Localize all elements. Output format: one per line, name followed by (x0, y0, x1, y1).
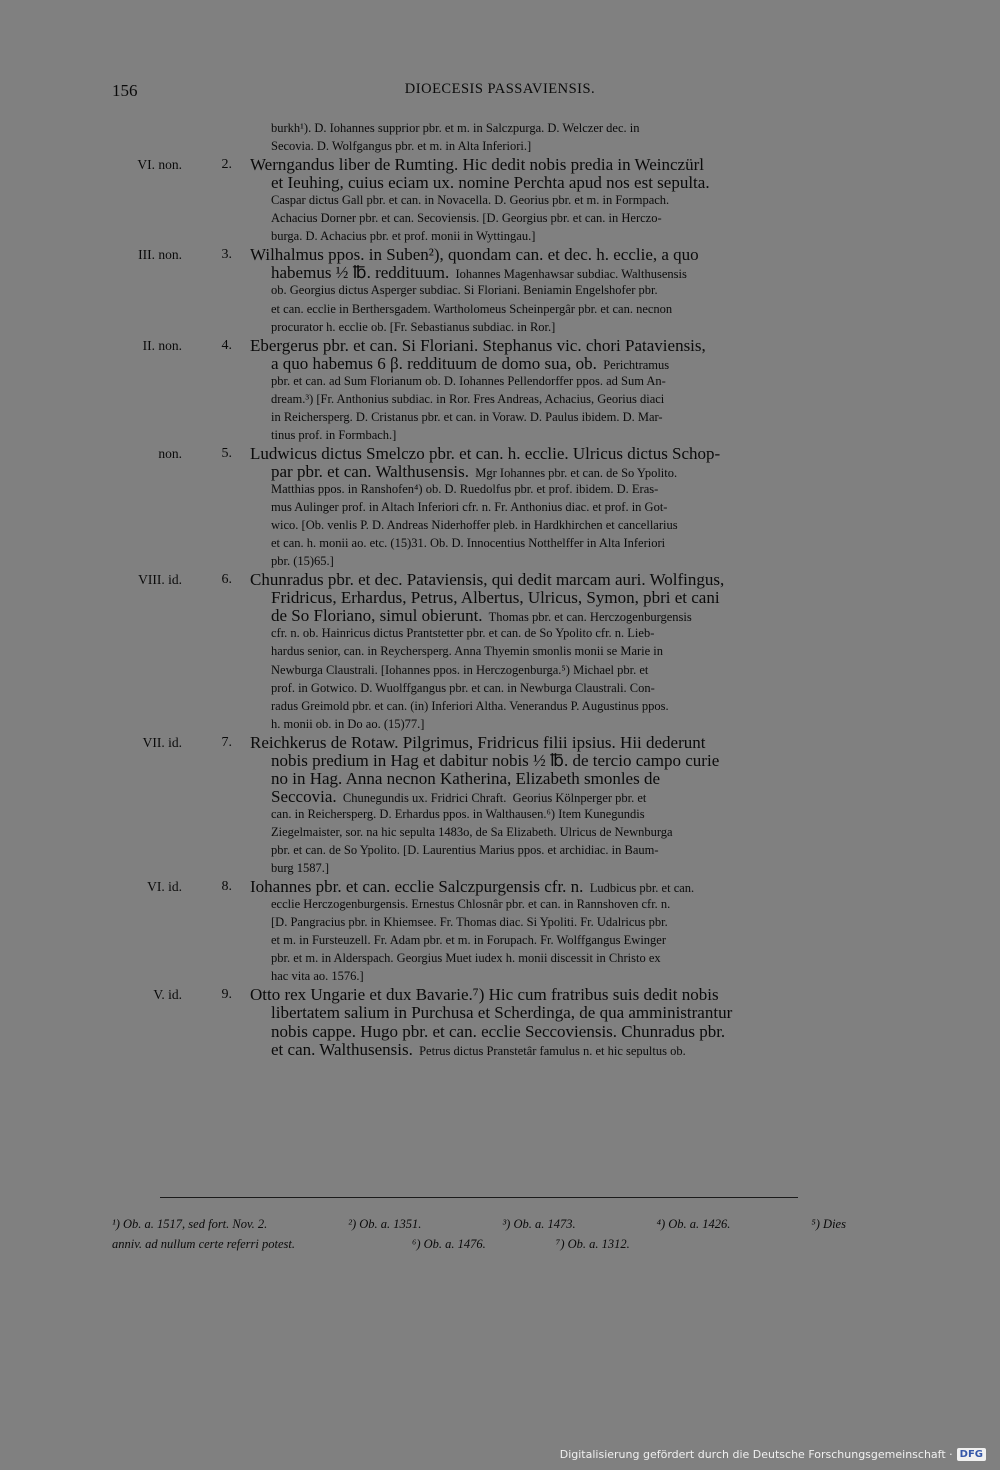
date-label: V. id. (153, 987, 182, 1002)
text-line (271, 642, 663, 660)
text-line (271, 227, 535, 245)
text-line (250, 570, 724, 590)
entry-number: 5. (221, 446, 232, 461)
line-text: et can. Walthusensis. (271, 1040, 413, 1059)
entry-number: 7. (221, 735, 232, 750)
text-line (271, 534, 665, 552)
line-text: nobis cappe. Hugo pbr. et can. ecclie Seccoviensis. Chunradus pbr. (271, 1022, 726, 1041)
line-text-small: Perichtramus (596, 358, 670, 372)
line-text: Seccovia. (271, 787, 337, 806)
text-line (271, 300, 672, 318)
line-text: Wilhalmus ppos. in Suben²), quondam can. et dec. h. ecclie, a quo (250, 245, 699, 264)
line-text: nobis predium in Hag et dabitur nobis ½ ℔. de tercio campo curie (271, 751, 720, 770)
footnote: ¹) Ob. a. 1517, sed fort. Nov. 2. (112, 1217, 268, 1231)
line-text: Chunradus pbr. et dec. Pataviensis, qui dedit marcam auri. Wolfingus, (250, 570, 725, 589)
text-line (271, 191, 669, 209)
line-text: burg 1587.] (271, 861, 330, 875)
text-line (271, 480, 658, 498)
line-text: no in Hag. Anna necnon Katherina, Elizabeth smonles de (271, 769, 660, 788)
text-line (250, 985, 719, 1005)
footnote: ²) Ob. a. 1351. (348, 1217, 422, 1231)
line-text: Iohannes pbr. et can. ecclie Salczpurgensis cfr. n. (250, 877, 584, 896)
text-line (271, 119, 640, 137)
text-line (250, 444, 720, 464)
line-text: Werngandus liber de Rumting. Hic dedit nobis predia in Weinczürl (250, 155, 704, 174)
text-line (250, 336, 706, 356)
line-text: Ludwicus dictus Smelczo pbr. et can. h. ecclie. Ulricus dictus Schop- (250, 444, 721, 463)
line-text-small: Thomas pbr. et can. Herczogenburgensis (482, 610, 692, 624)
text-line (271, 281, 658, 299)
text-line (250, 155, 704, 175)
text-line (271, 1040, 686, 1060)
date-label: III. non. (138, 247, 182, 262)
entry-number: 6. (221, 572, 232, 587)
line-text: Otto rex Ungarie et dux Bavarie.⁷) Hic cum fratribus suis dedit nobis (250, 985, 719, 1004)
line-text: hardus senior, can. in Reychersperg. Anna Thyemin smonlis monii se Marie in (271, 644, 664, 658)
line-text: ob. Georgius dictus Asperger subdiac. Si Floriani. Beniamin Engelshofer pbr. (271, 283, 658, 297)
text-line (271, 209, 662, 227)
text-line (271, 967, 364, 985)
line-text-small: Petrus dictus Pranstetâr famulus n. et hic sepultus ob. (412, 1044, 686, 1058)
line-text: pbr. et can. de So Ypolito. [D. Laurentius Marius ppos. et archidiac. in Baum- (271, 843, 659, 857)
line-text: habemus ½ ℔. reddituum. (271, 263, 450, 282)
text-line (271, 624, 654, 642)
line-text: et can. ecclie in Berthersgadem. Wartholomeus Scheinpergâr pbr. et can. necnon (271, 302, 673, 316)
text-line (271, 606, 692, 626)
line-text: Ziegelmaister, sor. na hic sepulta 1483o, de Sa Elizabeth. Ulricus de Newnburga (271, 825, 673, 839)
entry-number: 2. (221, 157, 232, 172)
text-line (271, 715, 424, 733)
line-text: Newburga Claustrali. [Iohannes ppos. in Herczogenburga.⁵) Michael pbr. et (271, 663, 649, 677)
date-label: II. non. (142, 338, 182, 353)
digitization-credit (560, 1444, 986, 1464)
text-line (271, 805, 645, 823)
line-text: in Reichersperg. D. Cristanus pbr. et can. in Voraw. D. Paulus ibidem. D. Mar- (271, 410, 663, 424)
line-text: Caspar dictus Gall pbr. et can. in Novacella. D. Georius pbr. et m. in Formpach. (271, 193, 670, 207)
text-line (271, 931, 666, 949)
line-text: pbr. (15)65.] (271, 554, 334, 568)
text-line (250, 245, 699, 265)
text-line (271, 859, 329, 877)
line-text: procurator h. ecclie ob. [Fr. Sebastianus subdiac. in Ror.] (271, 320, 556, 334)
line-text: a quo habemus 6 β. reddituum de domo sua, ob. (271, 354, 597, 373)
text-line (271, 841, 659, 859)
text-line (271, 390, 664, 408)
line-text: h. monii ob. in Do ao. (15)77.] (271, 717, 425, 731)
line-text: et can. h. monii ao. etc. (15)31. Ob. D. Innocentius Notthelffer in Alta Inferiori (271, 536, 666, 550)
text-line (250, 733, 706, 753)
footnote: ⁵) Dies (811, 1217, 846, 1231)
footnote: anniv. ad nullum certe referri potest. (112, 1237, 295, 1251)
text-line (271, 462, 677, 482)
line-text: can. in Reichersperg. D. Erhardus ppos. in Walthausen.⁶) Item Kunegundis (271, 807, 645, 821)
footnote-row (112, 1217, 846, 1232)
line-text: et Ieuhing, cuius eciam ux. nomine Perchta apud nos est sepulta. (271, 173, 710, 192)
footnote: ⁷) Ob. a. 1312. (556, 1237, 630, 1251)
line-text: wico. [Ob. venlis P. D. Andreas Niderhoffer pleb. in Hardkhirchen et cancellarius (271, 518, 678, 532)
text-line (271, 498, 667, 516)
text-line (271, 263, 687, 283)
text-line (271, 372, 666, 390)
line-text: burga. D. Achacius pbr. et prof. monii in Wyttingau.] (271, 229, 536, 243)
text-line (271, 588, 720, 608)
page-number: 156 (112, 81, 138, 100)
date-label: VIII. id. (138, 572, 182, 587)
text-line (271, 895, 670, 913)
text-line (271, 552, 334, 570)
text-line (271, 1022, 725, 1042)
date-label: VII. id. (142, 735, 182, 750)
line-text-small: Iohannes Magenhawsar subdiac. Walthusensis (449, 267, 687, 281)
text-line (271, 787, 646, 807)
footnote-rule (160, 1197, 798, 1198)
dfg-logo: DFG (957, 1448, 986, 1461)
entry-number: 3. (221, 247, 232, 262)
text-line (271, 426, 396, 444)
line-text: pbr. et can. ad Sum Florianum ob. D. Iohannes Pellendorffer ppos. ad Sum An- (271, 374, 666, 388)
line-text: tinus prof. in Formbach.] (271, 428, 397, 442)
date-label: VI. non. (137, 157, 182, 172)
line-text: de So Floriano, simul obierunt. (271, 606, 483, 625)
text-line (271, 661, 648, 679)
line-text-small: Mgr Iohannes pbr. et can. de So Ypolito. (469, 466, 678, 480)
line-text: Matthias ppos. in Ranshofen⁴) ob. D. Ruedolfus pbr. et prof. ibidem. D. Eras- (271, 482, 659, 496)
date-label: non. (158, 446, 182, 461)
line-text: dream.³) [Fr. Anthonius subdiac. in Ror. Fres Andreas, Achacius, Georius diaci (271, 392, 665, 406)
line-text: ecclie Herczogenburgensis. Ernestus Chlosnâr pbr. et can. in Rannshoven cfr. n. (271, 897, 671, 911)
text-line (271, 354, 669, 374)
line-text: cfr. n. ob. Hainricus dictus Prantstetter pbr. et can. de So Ypolito cfr. n. Lieb- (271, 626, 655, 640)
footnote: ³) Ob. a. 1473. (502, 1217, 576, 1231)
text-line (271, 679, 655, 697)
text-line (271, 173, 710, 193)
line-text: Secovia. D. Wolfgangus pbr. et m. in Alta Inferiori.] (271, 139, 532, 153)
text-line (250, 877, 694, 897)
text-line (271, 408, 663, 426)
text-line (271, 318, 555, 336)
line-text: Reichkerus de Rotaw. Pilgrimus, Fridricus filii ipsius. Hii dederunt (250, 733, 706, 752)
entry-number: 9. (221, 987, 232, 1002)
text-line (271, 137, 531, 155)
entry-number: 8. (221, 879, 232, 894)
line-text-small: Chunegundis ux. Fridrici Chraft. Georius Kölnperger pbr. et (336, 791, 647, 805)
line-text: [D. Pangracius pbr. in Khiemsee. Fr. Thomas diac. Si Ypoliti. Fr. Udalricus pbr. (271, 915, 668, 929)
line-text-small: Ludbicus pbr. et can. (583, 881, 695, 895)
text-line (271, 697, 669, 715)
line-text: Achacius Dorner pbr. et can. Secoviensis. [D. Georgius pbr. et can. in Herczo- (271, 211, 662, 225)
line-text: Fridricus, Erhardus, Petrus, Albertus, Ulricus, Symon, pbri et cani (271, 588, 720, 607)
footnote: ⁴) Ob. a. 1426. (656, 1217, 731, 1231)
line-text: et m. in Fursteuzell. Fr. Adam pbr. et m. in Forupach. Fr. Wolffgangus Ewinger (271, 933, 667, 947)
text-line (271, 823, 673, 841)
text-line (271, 949, 661, 967)
text-line (271, 516, 678, 534)
text-line (271, 751, 719, 771)
line-text: mus Aulinger prof. in Altach Inferiori cfr. n. Fr. Anthonius diac. et prof. in Got- (271, 500, 668, 514)
footnote-row (112, 1237, 846, 1252)
line-text: Ebergerus pbr. et can. Si Floriani. Stephanus vic. chori Pataviensis, (250, 336, 706, 355)
text-line (271, 1003, 732, 1023)
running-head: DIOECESIS PASSAVIENSIS. (404, 81, 596, 97)
line-text: libertatem salium in Purchusa et Scherdinga, de qua amministrantur (271, 1003, 733, 1022)
footnote: ⁶) Ob. a. 1476. (412, 1237, 486, 1251)
line-text: radus Greimold pbr. et can. (in) Inferiori Altha. Venerandus P. Augustinus ppos. (271, 699, 669, 713)
line-text: pbr. et m. in Alderspach. Georgius Muet iudex h. monii discessit in Christo ex (271, 951, 661, 965)
line-text: prof. in Gotwico. D. Wuolffgangus pbr. et can. in Newburga Claustrali. Con- (271, 681, 655, 695)
date-label: VI. id. (147, 879, 182, 894)
entry-number: 4. (221, 338, 232, 353)
line-text: burkh¹). D. Iohannes supprior pbr. et m. in Salczpurga. D. Welczer dec. in (271, 121, 640, 135)
credit-text: Digitalisierung gefördert durch die Deutsche Forschungsgemeinschaft · (559, 1447, 953, 1461)
text-line (271, 913, 668, 931)
line-text: hac vita ao. 1576.] (271, 969, 364, 983)
text-line (271, 769, 660, 789)
line-text: par pbr. et can. Walthusensis. (271, 462, 470, 481)
